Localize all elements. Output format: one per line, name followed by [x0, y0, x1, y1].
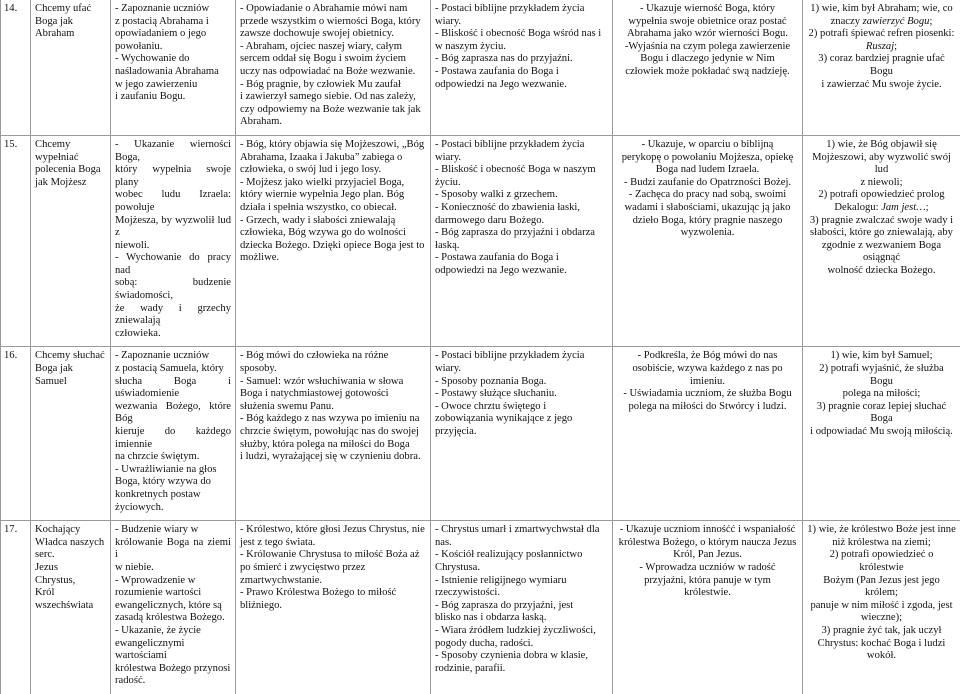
text-line: nas. — [435, 537, 608, 550]
text-line: Boga i natychmiastowej gotowości — [240, 388, 426, 401]
text-line: - Postawy służące słuchaniu. — [435, 388, 608, 401]
text-line: - Postawa zaufania do Boga i — [435, 66, 608, 79]
text-line: rzeczywistości. — [435, 587, 608, 600]
text-line: rozumienie wartości — [115, 587, 231, 600]
text-line: Kochający — [35, 524, 106, 537]
text-line: bliźniego. — [240, 600, 426, 613]
text-line: 1) wie, że Bóg objawił się — [807, 139, 956, 152]
text-line: 1) wie, kim był Abraham; wie, co — [807, 3, 956, 16]
text-line: wiary. — [435, 16, 608, 29]
text-line: - Ukazuje uczniom innośćć i wspaniałość — [617, 524, 798, 537]
text-line: - Wprowadzenie w — [115, 575, 231, 588]
italic-text: Ruszaj — [866, 41, 894, 52]
text-line: na chrzcie świętym. — [115, 451, 231, 464]
text-line: wiary. — [435, 152, 608, 165]
text-line: - Postaci biblijne przykładem życia — [435, 350, 608, 363]
text-line: - Wprowadza uczniów w radość — [617, 562, 798, 575]
text-line: serc. — [35, 549, 106, 562]
text-line: i zaufaniu Bogu. — [115, 91, 231, 104]
text-line: i odpowiadać Mu swoją miłością. — [807, 426, 956, 439]
text-line: rodzinie, parafii. — [435, 663, 608, 676]
text-line: - Prawo Królestwa Bożego to miłość — [240, 587, 426, 600]
lesson-content-cell — [236, 0, 431, 135]
text-line: polega na miłości do Stwórcy i ludzi. — [617, 401, 798, 414]
text-line: - Uświadamia uczniom, że służba Bogu — [617, 388, 798, 401]
lesson-tasks-cell — [431, 0, 613, 135]
text-line: pogody ducha, radości. — [435, 638, 608, 651]
text-line: powołaniu. — [115, 41, 231, 54]
text-line: zawsze dochowuje swojej obietnicy. — [240, 28, 426, 41]
lesson-goals-cell — [111, 0, 236, 135]
text-line: - Sposoby poznania Boga. — [435, 376, 608, 389]
text-line: - Podkreśla, że Bóg mówi do nas — [617, 350, 798, 363]
text-line: wypełniać — [35, 152, 106, 165]
text-line: wezwania Bożego, które Bóg — [115, 401, 231, 426]
text-line: konkretnych postaw — [115, 489, 231, 502]
text-line: - Grzech, wady i słabości zniewalają — [240, 215, 426, 228]
text-line: Chcemy — [35, 139, 106, 152]
text-line: - Bóg zaprasza do przyjaźni, jest — [435, 600, 608, 613]
text-line: dziecka Bożego. Dzięki opiece Boga jest to — [240, 240, 426, 253]
text-line: Dekalogu: Jam jest…; — [807, 202, 956, 215]
text-line: 2) potrafi śpiewać refren piosenki: — [807, 28, 956, 41]
text-line: Chrystus, — [35, 575, 106, 588]
lesson-tasks-cell — [431, 347, 613, 521]
lesson-topic-cell — [31, 0, 111, 135]
text-line: - Owoce chrztu świętego i — [435, 401, 608, 414]
table-row — [1, 135, 960, 347]
text-line: z postacią Samuela, który — [115, 363, 231, 376]
text-line: - Zapoznanie uczniów — [115, 3, 231, 16]
text-line: 1) wie, że królestwo Boże jest inne — [807, 524, 956, 537]
text-line: i zawierzać Mu swoje życie. — [807, 79, 956, 92]
text-line: polega na miłości; — [807, 388, 956, 401]
text-line: wszechświata — [35, 600, 106, 613]
text-line: sposoby. — [240, 363, 426, 376]
lesson-content-cell — [236, 135, 431, 347]
text-line: Chcemy słuchać — [35, 350, 106, 363]
text-line: Król — [35, 587, 106, 600]
text-line: po śmierć i zwycięstwo przez — [240, 562, 426, 575]
text-line: wieczne); — [807, 612, 956, 625]
text-line: - Bóg zaprasza nas do przyjaźni. — [435, 53, 608, 66]
lesson-methods-cell — [613, 521, 803, 694]
text-line: wiary. — [435, 363, 608, 376]
lesson-number-cell: 14. — [1, 0, 31, 135]
text-line: Ruszaj; — [807, 41, 956, 54]
text-line: zasadą królestwa Bożego. — [115, 612, 231, 625]
text-line: 3) pragnie żyć tak, jak uczył — [807, 625, 956, 638]
text-line: blisko nas i obdarza łaską. — [435, 612, 608, 625]
text-line: - Wychowanie do — [115, 53, 231, 66]
text-line: królestwie. — [617, 587, 798, 600]
text-line: przyjęcia. — [435, 426, 608, 439]
text-line: opowiadaniem o jego — [115, 28, 231, 41]
text-line: 3) pragnie zwalczać swoje wady i — [807, 215, 956, 228]
text-line: Król, Pan Jezus. — [617, 549, 798, 562]
text-line: z niewoli; — [807, 177, 956, 190]
text-line: - Królestwo, które głosi Jezus Chrystus, nie — [240, 524, 426, 537]
text-line: zobowiązania wynikające z jego — [435, 413, 608, 426]
text-line: polecenia Boga — [35, 164, 106, 177]
lesson-content-cell — [236, 521, 431, 694]
text-line: Samuel — [35, 376, 106, 389]
text-line: że wady i grzechy zniewalają — [115, 303, 231, 328]
text-line: - Zachęca do pracy nad sobą, swoimi — [617, 189, 798, 202]
text-line: niż królestwa na ziemi; — [807, 537, 956, 550]
text-line: Abraham. — [240, 116, 426, 129]
text-line: człowieka, o swój lud i jego losy. — [240, 164, 426, 177]
text-line: - Bóg pragnie, by człowiek Mu zaufał — [240, 79, 426, 92]
text-line: - Abraham, ojciec naszej wiary, całym — [240, 41, 426, 54]
text-line: - Zapoznanie uczniów — [115, 350, 231, 363]
text-line: dzieło Boga, który pragnie naszego — [617, 215, 798, 228]
text-line: wypełnia swoje obietnice oraz postać — [617, 16, 798, 29]
text-line: Abrahama jako wzór wierności Bogu. — [617, 28, 798, 41]
text-line: - Królowanie Chrystusa to miłość Boża aż — [240, 549, 426, 562]
text-line: łaską. — [435, 240, 608, 253]
text-line: w naszym życiu. — [435, 41, 608, 54]
text-line: - Postaci biblijne przykładem życia — [435, 139, 608, 152]
text-line: który wypełnia swoje plany — [115, 164, 231, 189]
table-row — [1, 521, 960, 694]
text-line: kieruje do każdego imiennie — [115, 426, 231, 451]
text-line: w niebie. — [115, 562, 231, 575]
lesson-topic-cell — [31, 521, 111, 694]
text-line: człowieka, Bóg wzywa go do wolności — [240, 227, 426, 240]
text-line: - Ukazuje, w oparciu o biblijną — [617, 139, 798, 152]
text-line: 3) coraz bardziej pragnie ufać Bogu — [807, 53, 956, 78]
lesson-topic-cell — [31, 135, 111, 347]
text-line: osobiście, wzywa każdego z nas po — [617, 363, 798, 376]
text-line: - Kościół realizujący posłannictwo — [435, 549, 608, 562]
text-line: 2) potrafi opowiedzieć prolog — [807, 189, 956, 202]
text-line: - Uwrażliwianie na głos — [115, 464, 231, 477]
text-line: - Budzi zaufanie do Opatrzności Bożej. — [617, 177, 798, 190]
text-line: z postacią Abrahama i — [115, 16, 231, 29]
text-line: - Bliskość i obecność Boga w naszym — [435, 164, 608, 177]
text-line: 2) potrafi wyjaśnić, że służba Bogu — [807, 363, 956, 388]
text-line: uczy nas odpowiadać na Boże wezwanie. — [240, 66, 426, 79]
text-line: Chrystus: kochać Boga i ludzi wokół. — [807, 638, 956, 663]
text-line: - Bliskość i obecność Boga wśród nas i — [435, 28, 608, 41]
text-line: człowieka. — [115, 328, 231, 341]
text-line: sercem oddał się Bogu i swoim życiem — [240, 53, 426, 66]
text-line: - Samuel: wzór wsłuchiwania w słowa — [240, 376, 426, 389]
lesson-goals-cell — [111, 347, 236, 521]
lesson-methods-cell — [613, 347, 803, 521]
text-line: który wiernie wypełnia Jego plan. Bóg — [240, 189, 426, 202]
text-line: - Sposoby walki z grzechem. — [435, 189, 608, 202]
text-line: Chcemy ufać — [35, 3, 106, 16]
text-line: wyzwolenia. — [617, 227, 798, 240]
text-line: -Wyjaśnia na czym polega zawierzenie — [617, 41, 798, 54]
text-line: królestwa Bożego, o którym naucza Jezus — [617, 537, 798, 550]
italic-text: zawierzyć Bogu — [863, 16, 930, 27]
text-line: - Ukazanie, że życie — [115, 625, 231, 638]
text-line: Chrystusa. — [435, 562, 608, 575]
text-line: królowanie Boga na ziemi i — [115, 537, 231, 562]
text-line: ewangelicznymi wartościami — [115, 638, 231, 663]
text-line: - Wiara źródłem ludzkiej życzliwości, — [435, 625, 608, 638]
text-line: Abrahama, Izaaka i Jakuba” zabiega o — [240, 152, 426, 165]
lesson-methods-cell — [613, 135, 803, 347]
text-line: człowiek może pokładać swą nadzieję. — [617, 66, 798, 79]
text-line: zmartwychwstanie. — [240, 575, 426, 588]
text-line: królestwa Bożego przynosi — [115, 663, 231, 676]
text-line: - Mojżesz jako wielki przyjaciel Boga, — [240, 177, 426, 190]
text-line: - Konieczność do zbawienia łaski, — [435, 202, 608, 215]
table-row — [1, 0, 960, 135]
text-line: słabości, które go zniewalają, aby — [807, 227, 956, 240]
lesson-number-cell: 16. — [1, 347, 31, 521]
text-line: życiowych. — [115, 502, 231, 515]
text-line: zgodnie z wezwaniem Boga osiągnąć — [807, 240, 956, 265]
text-line: chrzcie świętym, powołując nas do swojej — [240, 426, 426, 439]
text-line: - Opowiadanie o Abrahamie mówi nam — [240, 3, 426, 16]
text-line: - Ukazuje wierność Boga, który — [617, 3, 798, 16]
text-line: działa i spełnia wszystko, co obiecał. — [240, 202, 426, 215]
text-line: i ludzi, wyrażającej się w czynieniu dobra. — [240, 451, 426, 464]
text-line: - Chrystus umarł i zmartwychwstał dla — [435, 524, 608, 537]
text-line: służby, która polega na miłości do Boga — [240, 439, 426, 452]
text-line: - Bóg zaprasza do przyjaźni i obdarza — [435, 227, 608, 240]
text-line: Boga, który wzywa do — [115, 476, 231, 489]
lesson-outcomes-cell — [803, 521, 960, 694]
lesson-goals-cell — [111, 521, 236, 694]
text-line: Boga jak — [35, 16, 106, 29]
text-line: Abraham — [35, 28, 106, 41]
text-line: 1) wie, kim był Samuel; — [807, 350, 956, 363]
text-line: 2) potrafi opowiedzieć o królestwie — [807, 549, 956, 574]
text-line: Mojżeszowi, aby wyzwolić swój lud — [807, 152, 956, 177]
text-line: - Sposoby czynienia dobra w klasie, — [435, 650, 608, 663]
lesson-outcomes-cell — [803, 135, 960, 347]
text-line: - Postaci biblijne przykładem życia — [435, 3, 608, 16]
text-line: 3) pragnie coraz lepiej słuchać Boga — [807, 401, 956, 426]
text-line: Boga jak — [35, 363, 106, 376]
text-line: darmowego daru Bożego. — [435, 215, 608, 228]
text-line: odpowiedzi na Jego wezwanie. — [435, 265, 608, 278]
text-line: jak Mojżesz — [35, 177, 106, 190]
text-line: sobą: budzenie świadomości, — [115, 277, 231, 302]
text-line: czy odpowiemy na Boże wezwanie tak jak — [240, 104, 426, 117]
lesson-tasks-cell — [431, 135, 613, 347]
text-line: możliwe. — [240, 252, 426, 265]
lesson-number-cell: 15. — [1, 135, 31, 347]
text-line: życiu. — [435, 177, 608, 190]
text-line: przyjaźni, która panuje w tym — [617, 575, 798, 588]
lesson-goals-cell — [111, 135, 236, 347]
text-line: jest z tego świata. — [240, 537, 426, 550]
lesson-tasks-cell — [431, 521, 613, 694]
text-line: i zawierzył samego siebie. Od nas zależy, — [240, 91, 426, 104]
text-line: przede wszystkim o wierności Boga, który — [240, 16, 426, 29]
text-line: znaczy zawierzyć Bogu; — [807, 16, 956, 29]
lesson-number-cell: 17. — [1, 521, 31, 694]
text-line: służenia swemu Panu. — [240, 401, 426, 414]
text-line: Jezus — [35, 562, 106, 575]
text-line: - Ukazanie wierności Boga, — [115, 139, 231, 164]
text-line: - Bóg, który objawia się Mojżeszowi, „Bóg — [240, 139, 426, 152]
text-line: - Postawa zaufania do Boga i — [435, 252, 608, 265]
text-line: niewoli. — [115, 240, 231, 253]
lesson-topic-cell — [31, 347, 111, 521]
text-line: Boga nad ludem Izraela. — [617, 164, 798, 177]
lesson-methods-cell — [613, 0, 803, 135]
text-line: radość. — [115, 675, 231, 688]
text-line: w jego zawierzeniu — [115, 79, 231, 92]
text-line: Mojżesza, by wyzwolił lud z — [115, 215, 231, 240]
table-row — [1, 347, 960, 521]
text-line: słucha Boga i uświadomienie — [115, 376, 231, 401]
text-line: Bożym (Pan Jezus jest jego królem; — [807, 575, 956, 600]
lesson-outcomes-cell — [803, 347, 960, 521]
text-line: Bogu i dlaczego jedynie w Nim — [617, 53, 798, 66]
text-line: wadami i słabościami, ukazując ją jako — [617, 202, 798, 215]
text-line: panuje w nim miłość i zgoda, jest — [807, 600, 956, 613]
text-line: - Wychowanie do pracy nad — [115, 252, 231, 277]
text-line: imieniu. — [617, 376, 798, 389]
text-line: - Bóg każdego z nas wzywa po imieniu na — [240, 413, 426, 426]
text-line: wolność dziecka Bożego. — [807, 265, 956, 278]
text-line: wobec ludu Izraela: powołuje — [115, 189, 231, 214]
italic-text: Jam jest… — [881, 202, 925, 213]
text-line: - Budzenie wiary w — [115, 524, 231, 537]
text-line: ewangelicznych, które są — [115, 600, 231, 613]
text-line: Władca naszych — [35, 537, 106, 550]
text-line: perykopę o powołaniu Mojżesza, opiekę — [617, 152, 798, 165]
text-line: - Bóg mówi do człowieka na różne — [240, 350, 426, 363]
lesson-outcomes-cell — [803, 0, 960, 135]
text-line: naśladowania Abrahama — [115, 66, 231, 79]
text-line: odpowiedzi na Jego wezwanie. — [435, 79, 608, 92]
text-line: - Istnienie religijnego wymiaru — [435, 575, 608, 588]
lesson-content-cell — [236, 347, 431, 521]
